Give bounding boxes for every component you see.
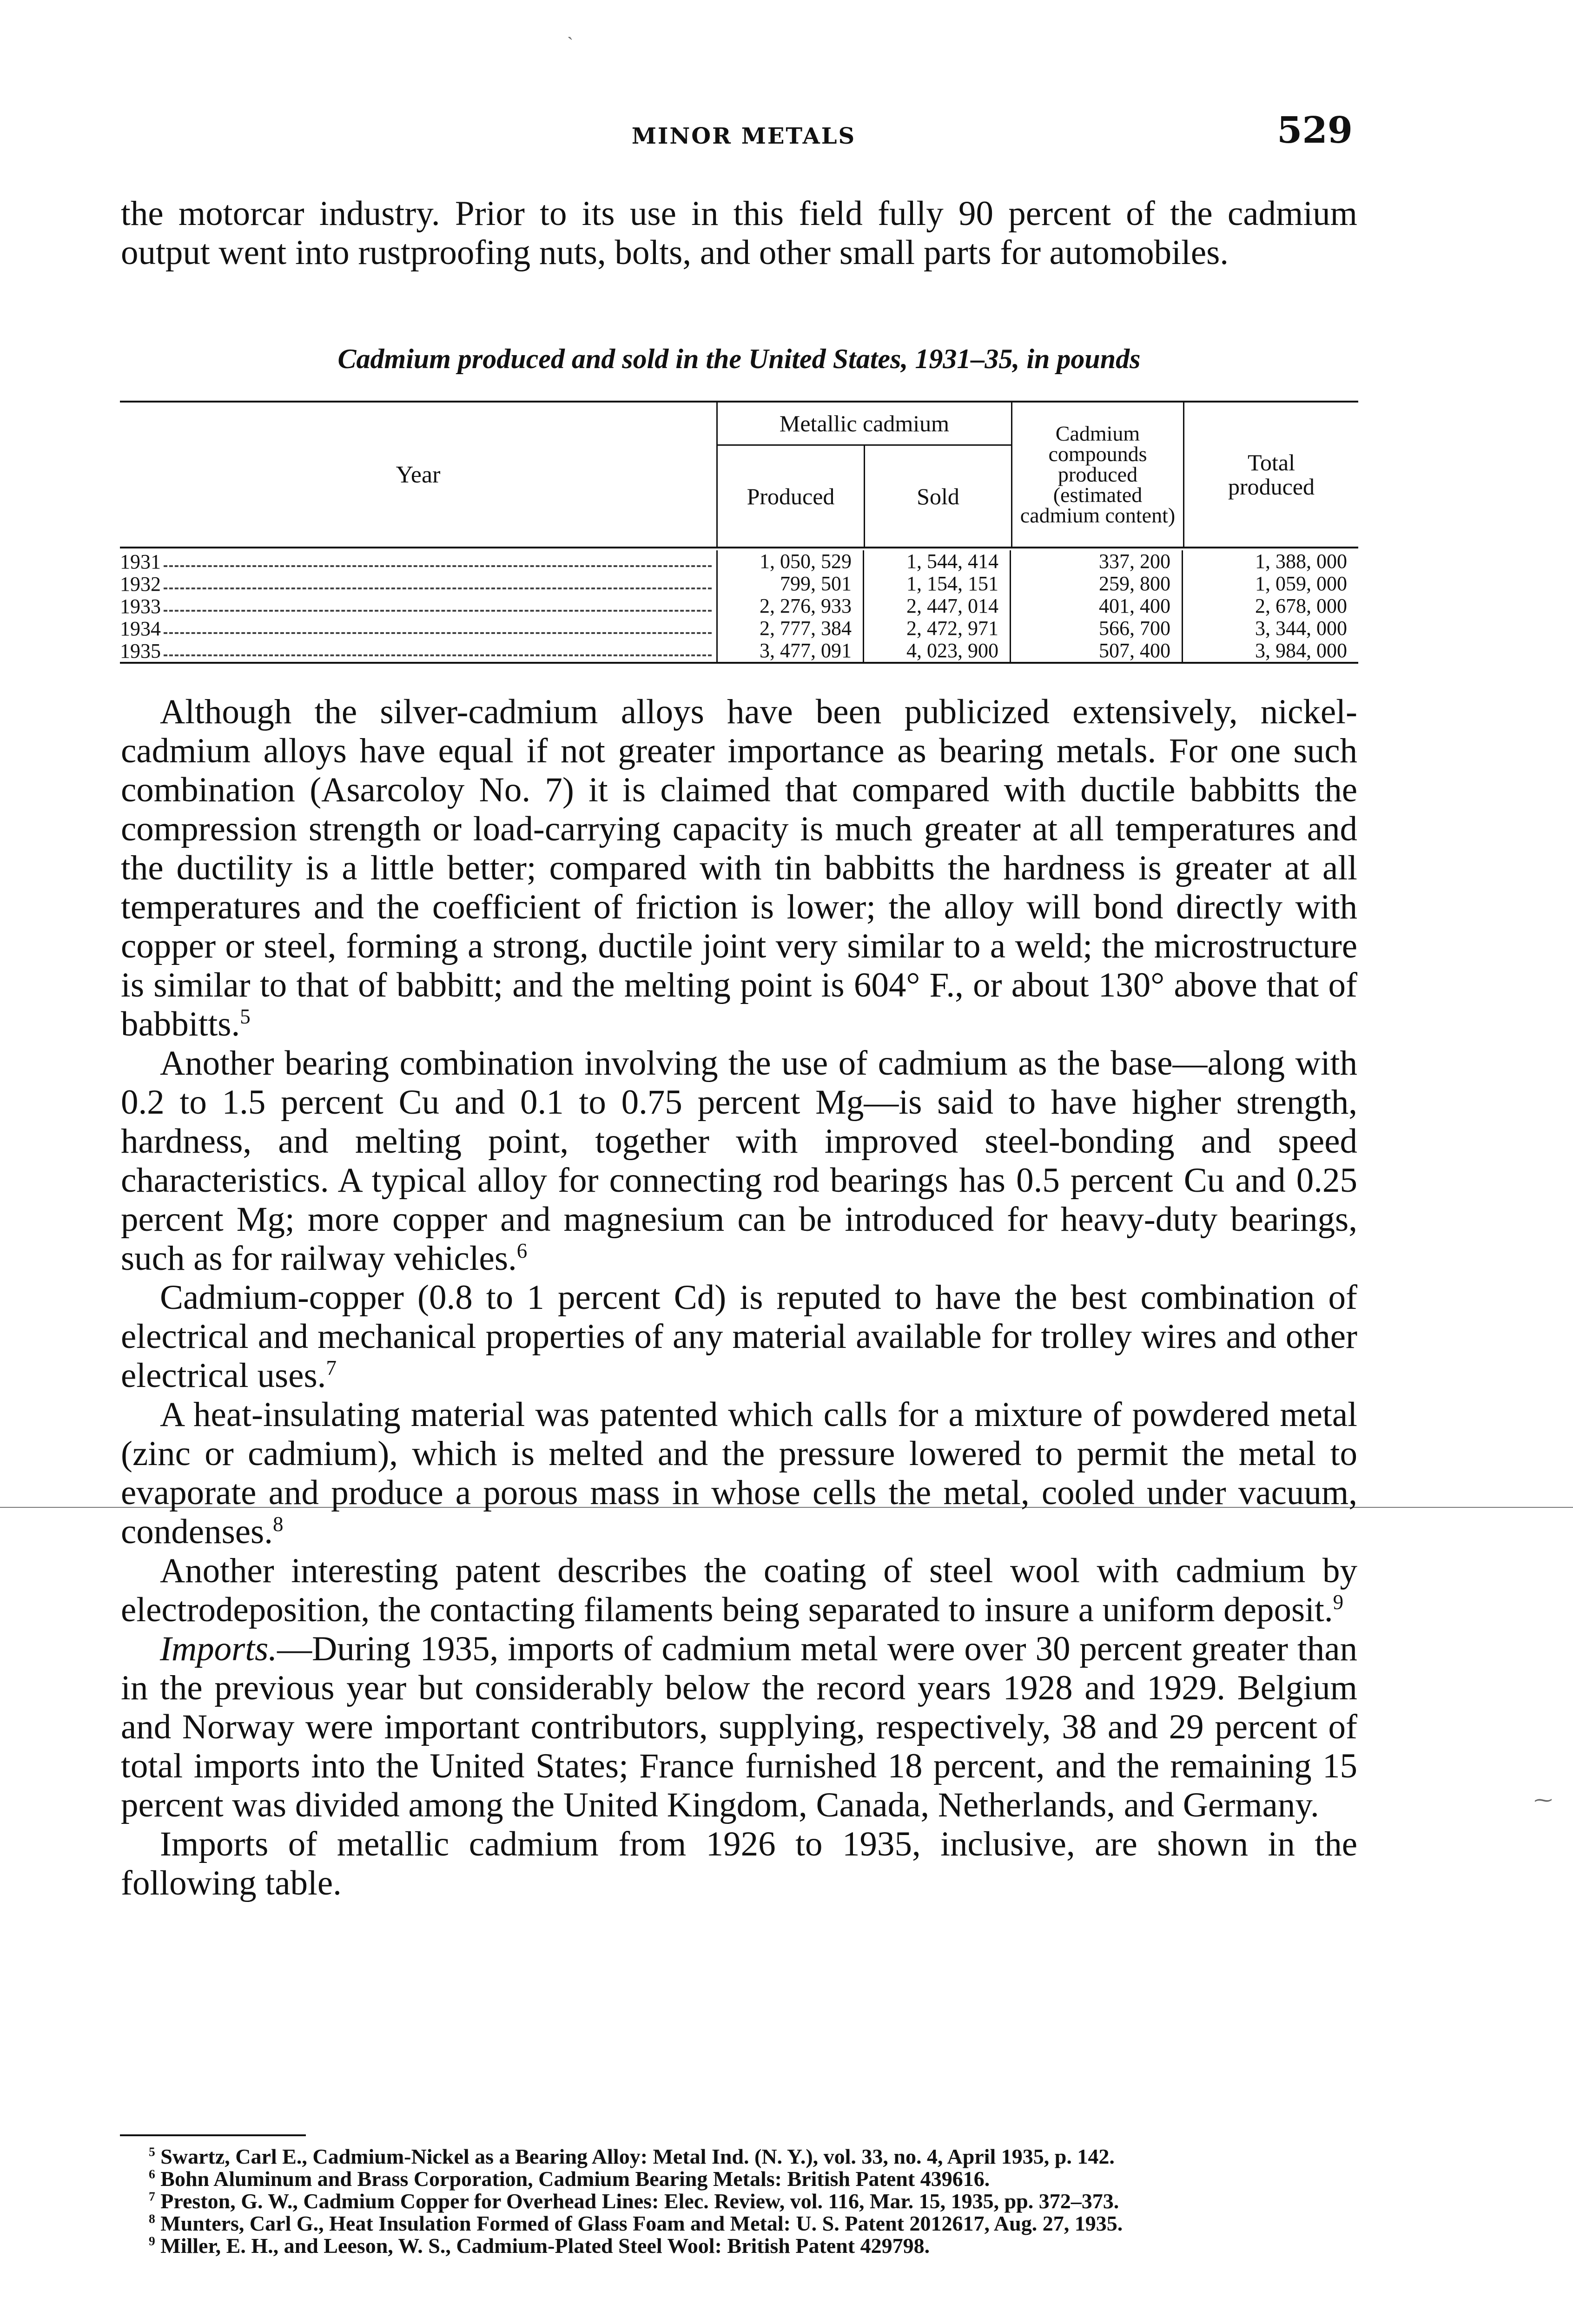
cell-produced: 2, 276, 933 — [716, 595, 863, 617]
header-sold: Sold — [864, 446, 1011, 547]
cadmium-table — [120, 401, 1358, 664]
footnote — [121, 2146, 1357, 2168]
paragraph-heat-insulating — [121, 1395, 1357, 1552]
table-row — [120, 595, 1358, 617]
footnote-text: Preston, G. W., Cadmium Copper for Overhead Lines: Elec. Review, vol. 116, Mar. 15, 1935, pp. 372–373. — [160, 2189, 1119, 2213]
footnote-ref: 7 — [326, 1356, 337, 1380]
footnote-ref: 6 — [516, 1239, 528, 1262]
table-body — [120, 550, 1358, 662]
footnotes — [121, 2146, 1357, 2257]
cell-year: 1933 — [120, 594, 161, 618]
table-caption: Cadmium produced and sold in the United States, 1931–35, in pounds — [337, 343, 1141, 374]
footnote-text: Miller, E. H., and Leeson, W. S., Cadmium-Plated Steel Wool: British Patent 429798. — [160, 2234, 930, 2258]
header-metallic: Metallic cadmium — [718, 403, 1011, 446]
scan-artifact-mark: ˎ — [567, 19, 574, 40]
footnote-rule — [120, 2134, 306, 2136]
footnote-text: Bohn Aluminum and Brass Corporation, Cadmium Bearing Metals: British Patent 439616. — [160, 2167, 990, 2191]
page-number: 529 — [1277, 109, 1353, 152]
paragraph-nickel-cadmium — [121, 693, 1357, 1044]
header-metallic-group — [716, 403, 1011, 547]
cell-sold: 2, 472, 971 — [863, 617, 1010, 640]
cell-produced: 3, 477, 091 — [716, 640, 863, 662]
cell-compounds: 566, 700 — [1010, 617, 1182, 640]
cell-sold: 1, 154, 151 — [863, 573, 1010, 595]
footnote-mark: 6 — [149, 2166, 155, 2181]
paragraph-imports-table-intro: Imports of metallic cadmium from 1926 to 1935, inclusive, are shown in the following table. — [121, 1825, 1357, 1902]
paragraph-steel-wool — [121, 1552, 1357, 1630]
header-produced: Produced — [747, 483, 835, 509]
cell-year: 1932 — [120, 572, 161, 595]
cell-year: 1934 — [120, 617, 161, 640]
intro-text — [121, 194, 1357, 272]
cell-year: 1931 — [120, 550, 161, 573]
cell-total: 3, 984, 000 — [1182, 640, 1358, 662]
footnote-ref: 5 — [240, 1005, 251, 1028]
intro-paragraph: the motorcar industry. Prior to its use in this field fully 90 percent of the cadmium output went into rustproofing nuts, bolts, and other small parts for automobiles. — [121, 194, 1357, 272]
paragraph-text: Another interesting patent describes the coating of steel wool with cadmium by electrodeposition, the contacting filaments being separated to insure a uniform deposit. — [121, 1552, 1357, 1629]
paragraph-text: Although the silver-cadmium alloys have been publicized extensively, nickel-cadmium alloys have equal if not greater importance as bearing metals. For one such combination (Asarcoloy No. 7) it is claimed that compared with ductile babbitts the compression strength or load-carrying capacity is much greater at all temperatures and the ductility is a little better; compared with tin babbitts the hardness is greater at all temperatures and the coefficient of friction is lower; the alloy will bond directly with copper or steel, forming a strong, ductile joint very similar to a weld; the microstructure is similar to that of babbitt; and the melting point is 604° F., or about 130° above that of babbitts. — [121, 693, 1357, 1043]
running-head: MINOR METALS — [631, 123, 856, 149]
footnote — [121, 2190, 1357, 2212]
cell-produced: 1, 050, 529 — [716, 550, 863, 573]
paragraph-text: —During 1935, imports of cadmium metal were over 30 percent greater than in the previous year but considerably below the record years 1928 and 1929. Belgium and Norway were important contributors, supplying, respectively, 38 and 29 percent of total imports into the United States; France furnished 18 percent, and the remaining 15 percent was divided among the United Kingdom, Canada, Netherlands, and Germany. — [121, 1630, 1357, 1824]
footnote-mark: 9 — [149, 2233, 155, 2248]
cell-total: 1, 388, 000 — [1182, 550, 1358, 573]
main-text — [121, 693, 1357, 1903]
table-row — [120, 640, 1358, 662]
cell-produced: 799, 501 — [716, 573, 863, 595]
footnote — [121, 2168, 1357, 2190]
footnote-text: Munters, Carl G., Heat Insulation Formed of Glass Foam and Metal: U. S. Patent 2012617, Aug. 27, 1935. — [160, 2212, 1123, 2235]
header-compounds: Cadmium compounds produced (estimated cadmium content) — [1011, 403, 1183, 547]
cell-total: 1, 059, 000 — [1182, 573, 1358, 595]
cell-produced: 2, 777, 384 — [716, 617, 863, 640]
cell-total: 3, 344, 000 — [1182, 617, 1358, 640]
footnote — [121, 2212, 1357, 2235]
paragraph-bearing-combination — [121, 1044, 1357, 1278]
footnote-mark: 8 — [149, 2211, 155, 2226]
footnote-mark: 7 — [149, 2189, 155, 2204]
table-row — [120, 550, 1358, 573]
table-header — [120, 403, 1358, 548]
cell-compounds: 337, 200 — [1010, 550, 1182, 573]
header-year: Year — [396, 461, 441, 488]
cell-compounds: 507, 400 — [1010, 640, 1182, 662]
paragraph-text: A heat-insulating material was patented which calls for a mixture of powdered metal (zinc or cadmium), which is melted and the pressure lowered to permit the metal to evaporate and produce a porous mass in whose cells the metal, cooled under vacuum, condenses. — [121, 1395, 1357, 1551]
scan-artifact-mark: ⁓ — [1534, 1789, 1553, 1811]
cell-compounds: 401, 400 — [1010, 595, 1182, 617]
footnote-ref: 9 — [1333, 1591, 1344, 1614]
footnote-text: Swartz, Carl E., Cadmium-Nickel as a Bearing Alloy: Metal Ind. (N. Y.), vol. 33, no. 4, April 1935, p. 142. — [160, 2145, 1115, 2168]
cell-sold: 1, 544, 414 — [863, 550, 1010, 573]
paragraph-cadmium-copper — [121, 1278, 1357, 1395]
cell-year: 1935 — [120, 639, 161, 662]
table-row — [120, 617, 1358, 640]
footnote-ref: 8 — [273, 1512, 284, 1536]
header-total: Total produced — [1183, 403, 1358, 547]
cell-sold: 4, 023, 900 — [863, 640, 1010, 662]
footnote-mark: 5 — [149, 2144, 155, 2159]
table-row — [120, 573, 1358, 595]
page-header — [121, 105, 1367, 160]
cell-sold: 2, 447, 014 — [863, 595, 1010, 617]
cell-compounds: 259, 800 — [1010, 573, 1182, 595]
paragraph-text: Another bearing combination involving the use of cadmium as the base—along with 0.2 to 1.5 percent Cu and 0.1 to 0.75 percent Mg—is said to have higher strength, hardness, and melting point, together with improved steel-bonding and speed characteristics. A typical alloy for connecting rod bearings has 0.5 percent Cu and 0.25 percent Mg; more copper and magnesium can be introduced for heavy-duty bearings, such as for railway vehicles. — [121, 1044, 1357, 1278]
paragraph-text: Cadmium-copper (0.8 to 1 percent Cd) is reputed to have the best combination of electrical and mechanical properties of any material available for trolley wires and other electrical uses. — [121, 1278, 1357, 1395]
footnote — [121, 2235, 1357, 2257]
paragraph-imports — [121, 1630, 1357, 1825]
imports-heading: Imports. — [160, 1630, 278, 1668]
cell-total: 2, 678, 000 — [1182, 595, 1358, 617]
